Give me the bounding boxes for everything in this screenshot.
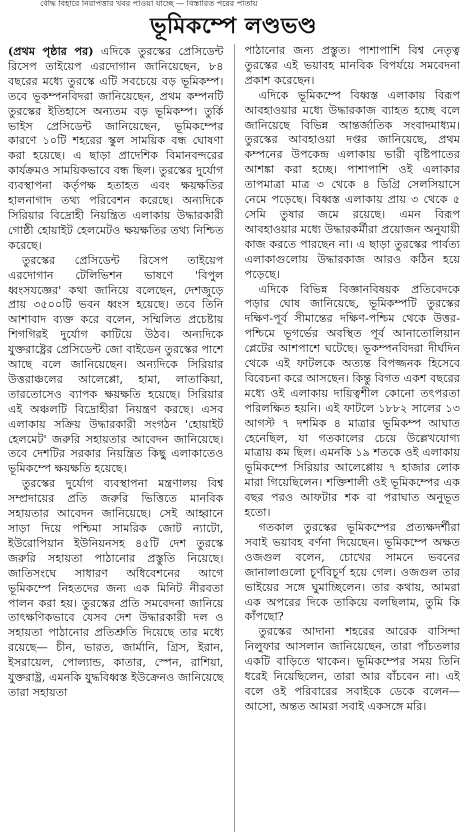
- column-divider: [234, 44, 235, 832]
- paragraph: এদিকে ভূমিকম্পে বিধ্বস্ত এলাকায় বিরূপ আবহাওয়ার মধ্যে উদ্ধারকাজ ব্যাহত হচ্ছে বলে জানিয়েছে বিভিন্ন আন্তর্জাতিক সংবাদমাধ্যম। তুরস্কের আবহাওয়া দপ্তর জানিয়েছে, প্রথম কম্পনের উপকেন্দ্র এলাকায় ভারী বৃষ্টিপাতের আশঙ্কা করা হচ্ছে। পাশাপাশি ওই এলাকার তাপমাত্রা মাত্র ৩ থেকে ৪ ডিগ্রি সেলসিয়াসে নেমে পড়েছে। বিধ্বস্ত এলাকায় প্রায় ৩ থেকে ৫ সেমি তুষার জমে রয়েছে। এমন বিরূপ আবহাওয়ার মধ্যে উদ্ধারকর্মীরা প্রয়োজন অনুযায়ী কাজ করতে পারছেন না। এ ছাড়া তুরস্কের পার্বত্য এলাকাগুলোয় উদ্ধারকাজ আরও কঠিন হয়ে পড়েছে।: [244, 88, 460, 281]
- paragraph: তুরস্কের প্রেসিডেন্ট রিসেপ তাইয়েপ এরদোগান টেলিভিশন ভাষণে 'বিপুল ধ্বংসযজ্ঞের' কথা জানিয়ে বলেছেন, দেশজুড়ে প্রায় ৩৫০০টি ভবন ধ্বংস হয়েছে। তবে তিনি আশাবাদ ব্যক্ত করে বলেন, সম্মিলিত প্রচেষ্টায় শিগগিরই দুর্যোগ কাটিয়ে উঠব। অন্যদিকে যুক্তরাষ্ট্রের প্রেসিডেন্ট জো বাইডেন তুরস্কের পাশে আছে বলে জানিয়েছেন। অন্যদিকে সিরিয়ার উত্তরাঞ্চলের আলেপ্পো, হামা, লাতাকিয়া, তারতোসেও ব্যাপক ক্ষয়ক্ষতি হয়েছে। সিরিয়ার এই অঞ্চলটি বিদ্রোহীরা নিয়ন্ত্রণ করছে। এসব এলাকায় সক্রিয় উদ্ধারকারী সংগঠন 'হোয়াইট হেলমেট' জরুরি সহায়তার আবেদন জানিয়েছে। তবে দেশটির সরকার নিয়ন্ত্রিত কিছু এলাকাতেও ভূমিকম্পে ক্ষয়ক্ষতি হয়েছে।: [8, 253, 224, 476]
- headline: ভূমিকম্পে লণ্ডভণ্ড: [150, 13, 317, 39]
- column-right: [245, 44, 461, 832]
- column-left: [8, 44, 224, 832]
- continuation-lead: (প্রথম পৃষ্ঠার পর): [8, 44, 94, 58]
- top-strip: বৌদ্ধ বিহারে নিরাপত্তার খবর পাওয়া যাচ্ছে — বিস্তারিত পরের পাতায়: [40, 0, 258, 8]
- paragraph: তুরস্কের দুর্যোগ ব্যবস্থাপনা মন্ত্রণালয় বিশ্ব সম্প্রদায়ের প্রতি জরুরি ভিত্তিতে মানবিক সহায়তার আবেদন জানিয়েছে। সেই আহ্বানে সাড়া দিয়ে পশ্চিমা সামরিক জোট ন্যাটো, ইউরোপিয়ান ইউনিয়নসহ ৪৫টি দেশ তুরস্কে জরুরি সহায়তা পাঠানোর প্রস্তুতি নিয়েছে। জাতিসংঘে সাধারণ অধিবেশনের আগে ভূমিকম্পে নিহতদের জন্য এক মিনিট নীরবতা পালন করা হয়। তুরস্কের প্রতি সমবেদনা জানিয়ে তাৎক্ষণিকভাবে যেসব দেশ উদ্ধারকারী দল ও সহায়তা পাঠানোর প্রতিশ্রুতি দিয়েছে তার মধ্যে রয়েছে— চীন, ভারত, জার্মানি, গ্রিস, ইরান, ইসরায়েল, পোল্যান্ড, কাতার, স্পেন, রাশিয়া, যুক্তরাষ্ট্র, এমনকি যুদ্ধবিধ্বস্ত ইউক্রেনও জানিয়েছে তারা সহায়তা: [8, 477, 224, 699]
- paragraph-text: এদিকে তুরস্কের প্রেসিডেন্ট রিসেপ তাইয়েপ এরদোগান জানিয়েছেন, ৮৪ বছরের মধ্যে তুরস্কে এটি সবচেয়ে বড় ভূমিকম্প। তবে ভূকম্পনবিদরা জানিয়েছেন, প্রথম কম্পনটি তুরস্কের ইতিহাসে অন্যতম বড় ভূমিকম্প। তুর্কি ভাইস প্রেসিডেন্ট জানিয়েছেন, ভূমিকম্পের কারণে ১০টি শহরের স্কুল সাময়িক বন্ধ ঘোষণা করা হয়েছে। এ ছাড়া প্রাদেশিক বিমানবন্দরের কার্যক্রমও সাময়িকভাবে বন্ধ ছিল। তুরস্কের দুর্যোগ ব্যবস্থাপনা কর্তৃপক্ষ হতাহত এবং ক্ষয়ক্ষতির হালনাগাদ তথ্য পরিবেশন করেছে। অন্যদিকে সিরিয়ার বিদ্রোহী নিয়ন্ত্রিত এলাকায় উদ্ধারকারী গোষ্ঠী হোয়াইট হেলমেটও ক্ষয়ক্ষতির তথ্য নিশ্চিত করেছে।: [8, 45, 224, 252]
- paragraph: [8, 44, 224, 254]
- article-columns: [8, 44, 460, 832]
- paragraph: গতকাল তুরস্কের ভূমিকম্পের প্রত্যক্ষদর্শীরা সবাই ভয়াবহ বর্ণনা দিয়েছেন। ভূমিকম্পে অক্ষত ওজগুল বলেন, চোখের সামনে ভবনের জানালাগুলো চূর্ণবিচূর্ণ হয়ে গেল। ওজগুল তার ভাইয়ের সঙ্গে ঘুমাচ্ছিলেন। তার কথায়, আমরা এক অপরের দিকে তাকিয়ে বলছিলাম, তুমি কি কাঁপছো?: [244, 521, 460, 624]
- paragraph: পাঠানোর জন্য প্রস্তুত। পাশাপাশি বিশ্ব নেতৃত্ব তুরস্কের এই ভয়াবহ মানবিক বিপর্যয়ে সমবেদনা প্রকাশ করেছেন।: [244, 44, 460, 87]
- paragraph: তুরস্কের আদানা শহরের আরেক বাসিন্দা নিলুফার আসলান জানিয়েছেন, তারা পাঁচতলার একটি বাড়িতে থাকেন। ভূমিকম্পের সময় তিনি ধরেই নিয়েছিলেন, তারা আর বাঁচবেন না। এই বলে ওই পরিবারের সবাইকে ডেকে বলেন— আসো, অন্তত আমরা সবাই একসঙ্গে মরি।: [244, 625, 460, 713]
- paragraph: এদিকে বিভিন্ন বিজ্ঞানবিষয়ক প্রতিবেদকে পড়ার ঘোষ জানিয়েছে, ভূমিকম্পটি তুরস্কের দক্ষিণ-পূর্ব সীমান্তের দক্ষিণ-পশ্চিম থেকে উত্তর-পশ্চিমে ভূগর্ভের অবস্থিত পূর্ব আনাতোলিয়ান প্লেটের আশপাশে ঘটেছে। ভূকম্পনবিদরা দীর্ঘদিন থেকে এই ফাটলকে অত্যন্ত বিপজ্জনক হিসেবে বিবেচনা করে আসছেন। কিন্তু বিগত একশ বছরের মধ্যে ওই এলাকায় দায়িত্বশীল কোনো তৎপরতা পরিলক্ষিত হয়নি। এই ফাটলে ১৮৮২ সালের ১৩ আগস্ট ৭ দশমিক ৪ মাত্রার ভূমিকম্প আঘাত হেনেছিল, যা গতকালের চেয়ে উল্লেখযোগ্য মাত্রায় কম ছিল। এমনকি ১৯ শতকে ওই এলাকায় ভূমিকম্পে সিরিয়ার আলেপ্পোয় ৭ হাজার লোক মারা গিয়েছিলেন। শক্তিশালী ওই ভূমিকম্পের এক বছর পরও আফটার শক বা পরাঘাত অনুভূত হতো।: [244, 282, 460, 520]
